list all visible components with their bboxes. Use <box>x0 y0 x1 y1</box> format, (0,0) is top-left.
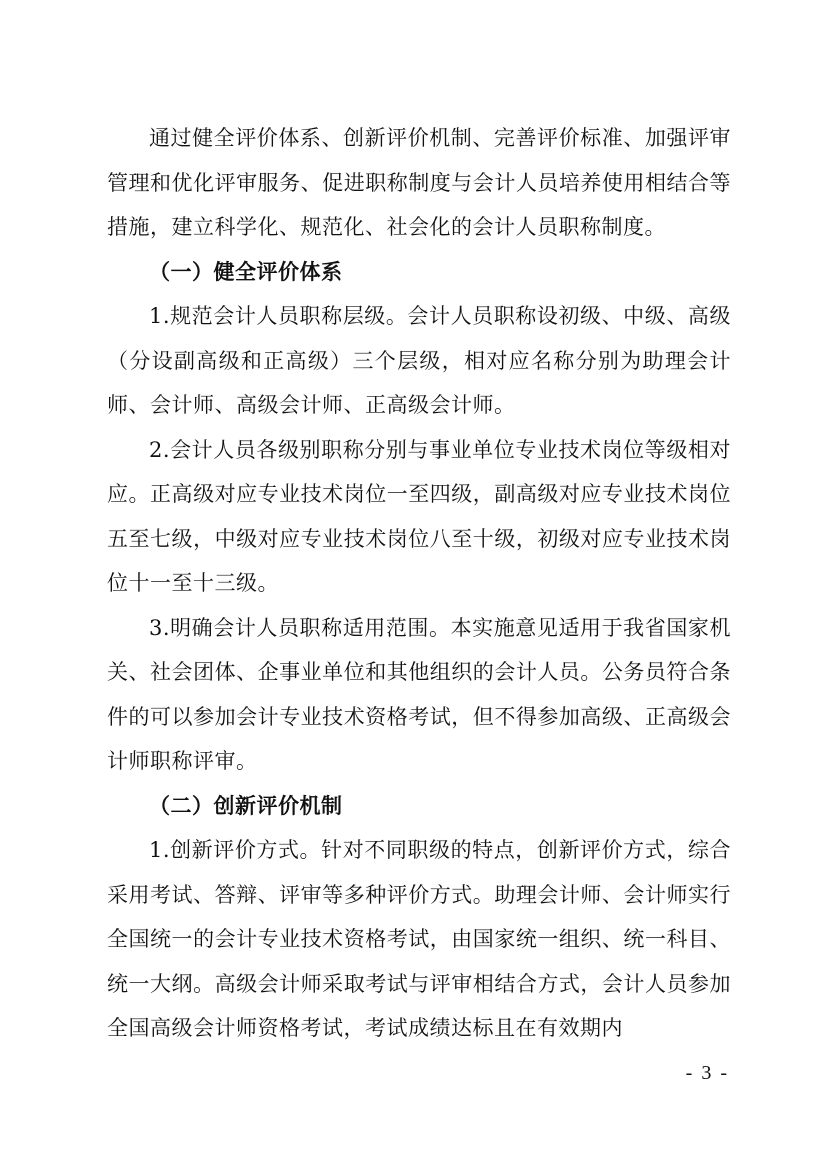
document-body <box>107 116 731 1051</box>
paragraph-1-1: 1.规范会计人员职称层级。会计人员职称设初级、中级、高级（分设副高级和正高级）三个层级，相对应名称分别为助理会计师、会计师、高级会计师、正高级会计师。 <box>107 304 731 417</box>
page-number: - 3 - <box>685 1062 729 1084</box>
paragraph-1-3: 3.明确会计人员职称适用范围。本实施意见适用于我省国家机关、社会团体、企事业单位和其他组织的会计人员。公务员符合条件的可以参加会计专业技术资格考试，但不得参加高级、正高级会计师职称评审。 <box>107 615 731 773</box>
section-heading-2: （二）创新评价机制 <box>149 792 343 818</box>
paragraph-intro: 通过健全评价体系、创新评价机制、完善评价标准、加强评审管理和优化评审服务、促进职称制度与会计人员培养使用相结合等措施，建立科学化、规范化、社会化的会计人员职称制度。 <box>107 126 731 239</box>
section-heading-1: （一）健全评价体系 <box>149 258 343 284</box>
paragraph-1-2: 2.会计人员各级别职称分别与事业单位专业技术岗位等级相对应。正高级对应专业技术岗位一至四级，副高级对应专业技术岗位五至七级，中级对应专业技术岗位八至十级，初级对应专业技术岗位十一至十三级。 <box>107 437 731 595</box>
paragraph-2-1: 1.创新评价方式。针对不同职级的特点，创新评价方式，综合采用考试、答辩、评审等多种评价方式。助理会计师、会计师实行全国统一的会计专业技术资格考试，由国家统一组织、统一科目、统一大纲。高级会计师采取考试与评审相结合方式，会计人员参加全国高级会计师资格考试，考试成绩达标且在有效期内 <box>107 838 731 1040</box>
